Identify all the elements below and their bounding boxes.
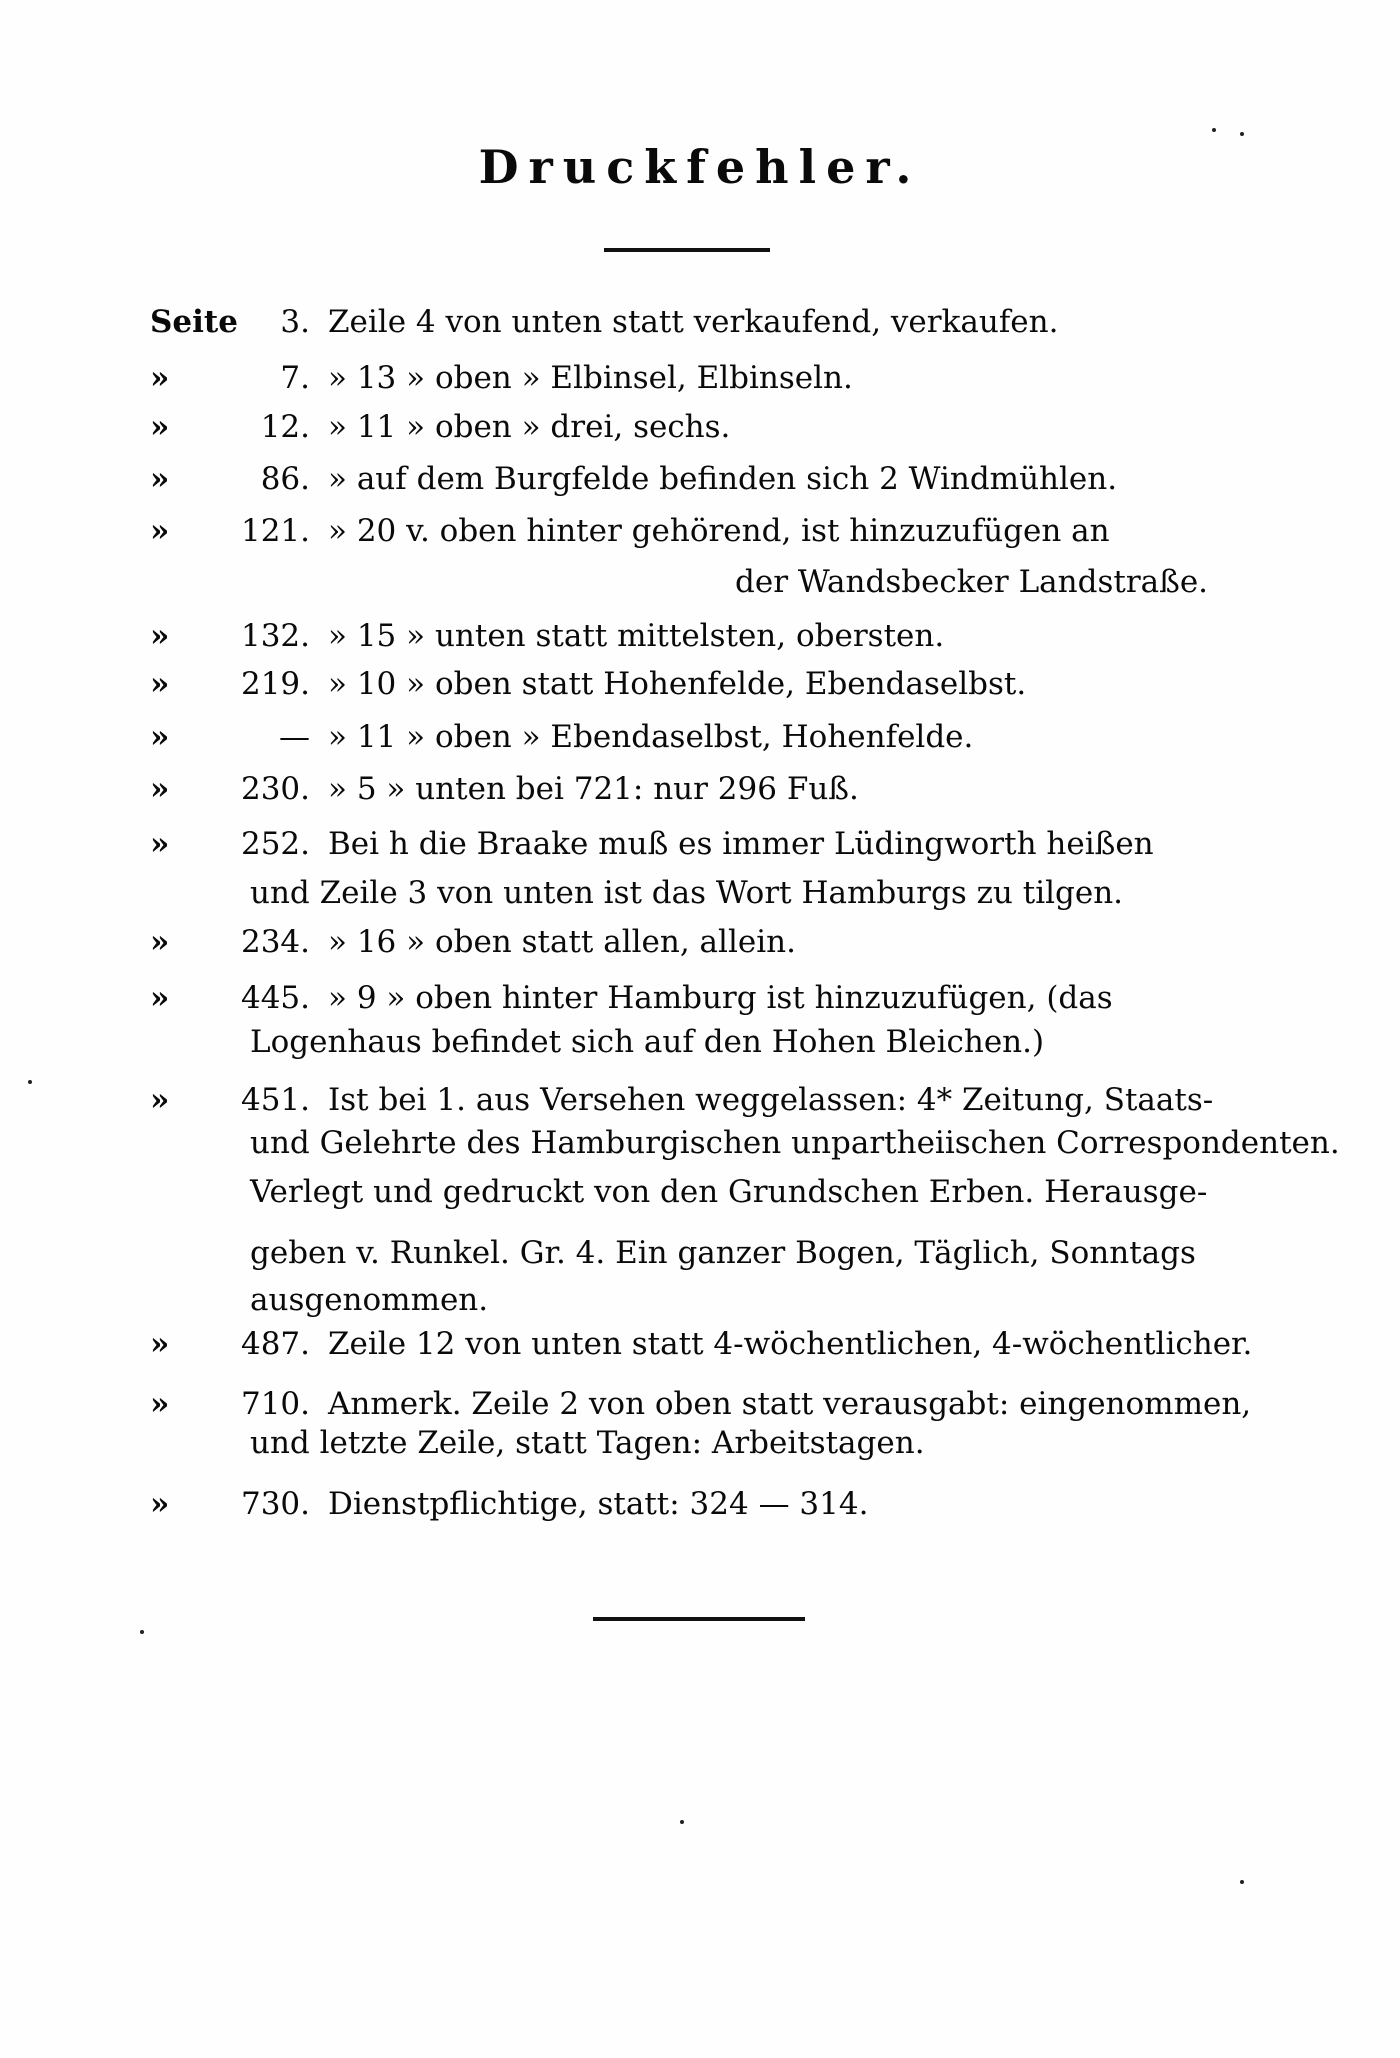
correction-text: Logenhaus befindet sich auf den Hohen Bleichen.) bbox=[250, 1024, 1045, 1060]
correction-text: » 16 » oben statt allen, allein. bbox=[328, 924, 796, 960]
correction-text: » 11 » oben » Ebendaselbst, Hohenfelde. bbox=[328, 719, 974, 755]
correction-text: Anmerk. Zeile 2 von oben statt verausgabt: eingenommen, bbox=[328, 1386, 1252, 1422]
entry-marker: » bbox=[150, 666, 170, 702]
errata-entry bbox=[0, 1479, 1400, 1529]
entry-marker: » bbox=[150, 771, 170, 807]
entry-marker: » bbox=[150, 409, 170, 445]
page-number: 445. bbox=[240, 980, 310, 1016]
title-divider bbox=[604, 248, 770, 252]
correction-text: Ist bei 1. aus Versehen weggelassen: 4* Zeitung, Staats- bbox=[328, 1082, 1214, 1118]
correction-text: und Gelehrte des Hamburgischen unpartheiischen Correspondenten. bbox=[250, 1125, 1340, 1161]
page-number: 7. bbox=[280, 360, 310, 396]
scan-speck bbox=[140, 1630, 144, 1634]
page-number: 252. bbox=[240, 826, 310, 862]
page-number: 121. bbox=[240, 513, 310, 549]
errata-continuation-line bbox=[0, 1275, 1400, 1325]
scan-speck bbox=[680, 1820, 684, 1824]
entry-marker: » bbox=[150, 360, 170, 396]
errata-entry bbox=[0, 297, 1400, 347]
page-number: 3. bbox=[280, 304, 310, 340]
errata-continuation-line bbox=[0, 868, 1400, 918]
entry-marker: » bbox=[150, 924, 170, 960]
errata-entry bbox=[0, 506, 1400, 556]
correction-text: Verlegt und gedruckt von den Grundschen Erben. Herausge- bbox=[250, 1174, 1208, 1210]
correction-text: und letzte Zeile, statt Tagen: Arbeitstagen. bbox=[250, 1425, 925, 1461]
entry-marker: » bbox=[150, 1486, 170, 1522]
correction-text: der Wandsbecker Landstraße. bbox=[735, 564, 1209, 600]
scan-speck bbox=[28, 1080, 32, 1084]
errata-continuation-line bbox=[0, 1118, 1400, 1168]
entry-marker: » bbox=[150, 719, 170, 755]
errata-entry bbox=[0, 353, 1400, 403]
correction-text: Bei h die Braake muß es immer Lüdingworth heißen bbox=[328, 826, 1154, 862]
entry-marker: » bbox=[150, 618, 170, 654]
entry-marker: » bbox=[150, 826, 170, 862]
page-number: 234. bbox=[240, 924, 310, 960]
scan-speck bbox=[1212, 128, 1216, 132]
errata-entry bbox=[0, 659, 1400, 709]
correction-text: » 10 » oben statt Hohenfelde, Ebendaselbst. bbox=[328, 666, 1027, 702]
errata-entry bbox=[0, 402, 1400, 452]
entry-marker: Seite bbox=[150, 304, 238, 340]
page-number: 730. bbox=[240, 1486, 310, 1522]
correction-text: und Zeile 3 von unten ist das Wort Hamburgs zu tilgen. bbox=[250, 875, 1124, 911]
scan-speck bbox=[1240, 1880, 1244, 1884]
entry-marker: » bbox=[150, 1386, 170, 1422]
correction-text: » 9 » oben hinter Hamburg ist hinzuzufügen, (das bbox=[328, 980, 1113, 1016]
correction-text: » 13 » oben » Elbinsel, Elbinseln. bbox=[328, 360, 853, 396]
entry-marker: » bbox=[150, 513, 170, 549]
entry-marker: » bbox=[150, 1082, 170, 1118]
errata-continuation-line bbox=[0, 1228, 1400, 1278]
errata-entry bbox=[0, 764, 1400, 814]
errata-continuation-line bbox=[0, 1167, 1400, 1217]
correction-text: geben v. Runkel. Gr. 4. Ein ganzer Bogen, Täglich, Sonntags bbox=[250, 1235, 1196, 1271]
correction-text: » 15 » unten statt mittelsten, obersten. bbox=[328, 618, 945, 654]
errata-entry bbox=[0, 819, 1400, 869]
correction-text: Zeile 4 von unten statt verkaufend, verkaufen. bbox=[328, 304, 1059, 340]
page-title: Druckfehler. bbox=[478, 140, 922, 194]
correction-text: » 5 » unten bei 721: nur 296 Fuß. bbox=[328, 771, 859, 807]
entry-marker: » bbox=[150, 461, 170, 497]
correction-text: » 20 v. oben hinter gehörend, ist hinzuzufügen an bbox=[328, 513, 1110, 549]
errata-entry bbox=[0, 917, 1400, 967]
errata-continuation-line bbox=[0, 1418, 1400, 1468]
page-number: 451. bbox=[240, 1082, 310, 1118]
errata-entry bbox=[0, 1319, 1400, 1369]
errata-entry bbox=[0, 611, 1400, 661]
errata-continuation-line bbox=[0, 1017, 1400, 1067]
page-number: 12. bbox=[260, 409, 310, 445]
page-number: 230. bbox=[240, 771, 310, 807]
correction-text: » 11 » oben » drei, sechs. bbox=[328, 409, 731, 445]
correction-text: » auf dem Burgfelde befinden sich 2 Windmühlen. bbox=[328, 461, 1118, 497]
correction-text: Zeile 12 von unten statt 4-wöchentlichen, 4-wöchentlicher. bbox=[328, 1326, 1253, 1362]
page-number: 219. bbox=[240, 666, 310, 702]
errata-entry bbox=[0, 712, 1400, 762]
correction-text: Dienstpflichtige, statt: 324 — 314. bbox=[328, 1486, 869, 1522]
page-number: 86. bbox=[260, 461, 310, 497]
page-number: 487. bbox=[240, 1326, 310, 1362]
page-number: — bbox=[279, 719, 310, 755]
entry-marker: » bbox=[150, 980, 170, 1016]
entry-marker: » bbox=[150, 1326, 170, 1362]
page-number: 132. bbox=[240, 618, 310, 654]
correction-text: ausgenommen. bbox=[250, 1282, 489, 1318]
errata-entry bbox=[0, 454, 1400, 504]
bottom-divider bbox=[593, 1617, 805, 1621]
scan-speck bbox=[1240, 132, 1244, 136]
errata-continuation-line bbox=[0, 557, 1400, 607]
page-number: 710. bbox=[240, 1386, 310, 1422]
errata-entry bbox=[0, 973, 1400, 1023]
